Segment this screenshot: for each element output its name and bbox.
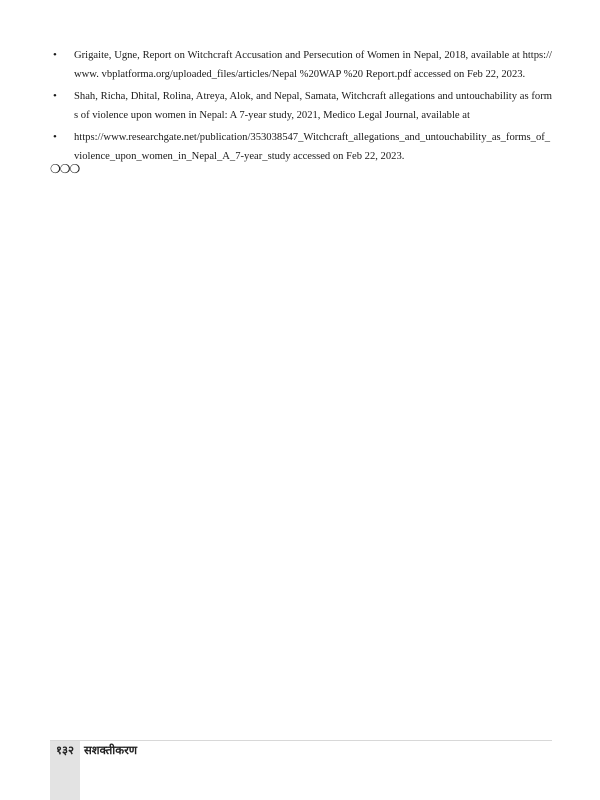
bullet-icon: • (53, 49, 57, 61)
reference-item (50, 46, 552, 84)
page-footer (56, 743, 137, 758)
section-end-mark: ❍❍❍ (50, 162, 80, 176)
reference-text: Shah, Richa, Dhital, Rolina, Atreya, Alok, and Nepal, Samata, Witchcraft allegations and untouchability as forms of violence upon women in Nepal: A 7-year study, 2021, Medico Legal Journal, available at (74, 91, 552, 121)
footer-divider (50, 740, 552, 741)
journal-name: सशक्तीकरण (83, 743, 138, 757)
reference-text: https://www.researchgate.net/publication/353038547_Witchcraft_allegations_and_untouchability_as_forms_of_violence_upon_women_in_Nepal_A_7-year_study accessed on Feb 22, 2023. (74, 132, 551, 162)
reference-list (50, 46, 552, 169)
bullet-icon: • (53, 90, 57, 102)
bullet-icon: • (53, 131, 57, 143)
reference-item (50, 128, 552, 166)
reference-text: Grigaite, Ugne, Report on Witchcraft Accusation and Persecution of Women in Nepal, 2018, available at https:// www. vbplatforma.org/uploaded_files/articles/Nepal %20WAP %20 Report.pdf accessed on Feb 22, 2023. (74, 50, 552, 80)
reference-item (50, 87, 552, 125)
page-number: १३२ (56, 743, 74, 757)
